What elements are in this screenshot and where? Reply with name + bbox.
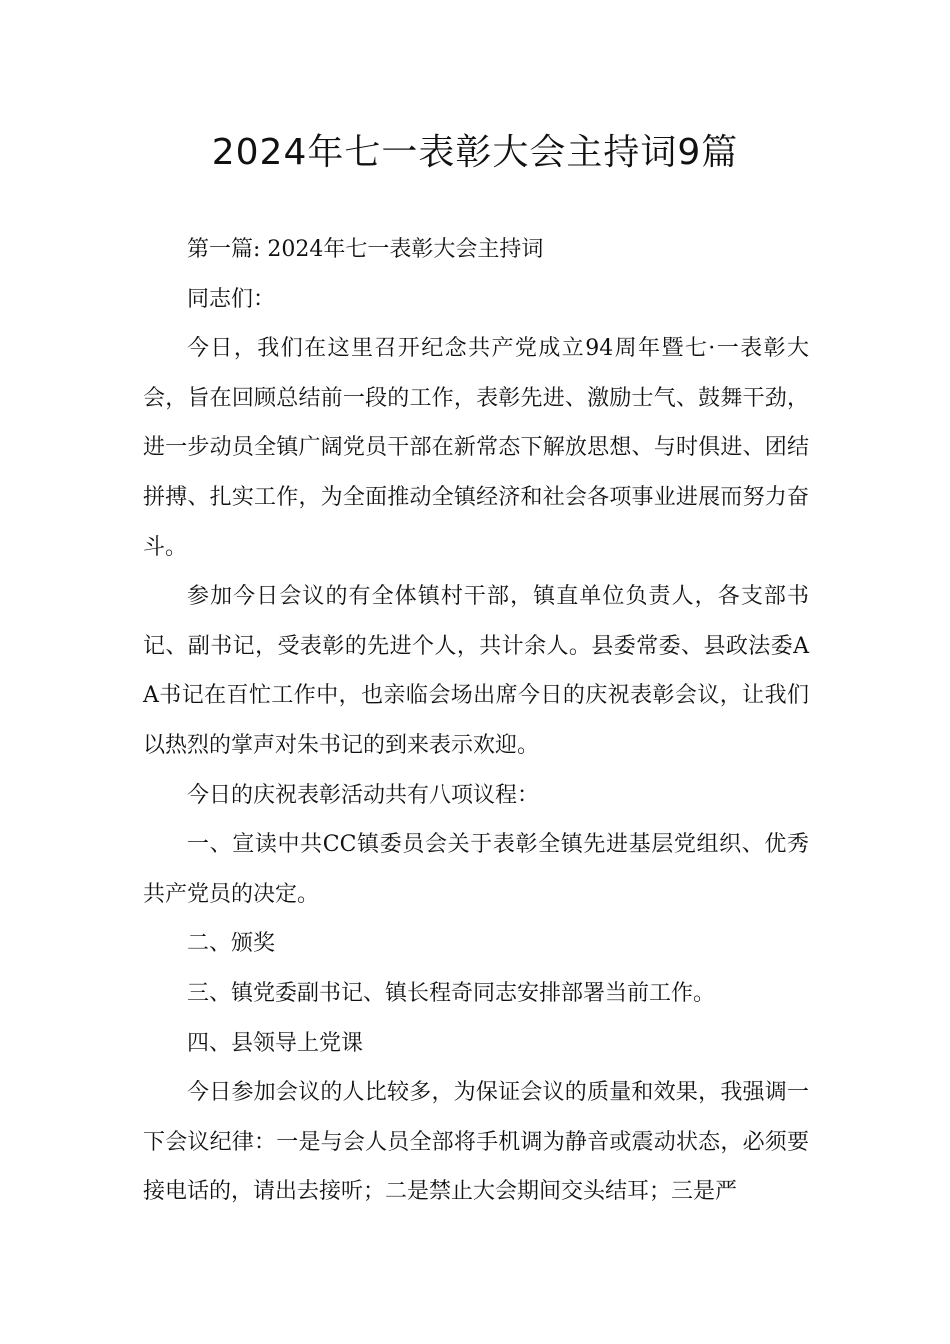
document-title: 2024年七一表彰大会主持词9篇 xyxy=(211,132,739,173)
paragraph: 今日，我们在这里召开纪念共产党成立94周年暨七·一表彰大会，旨在回顾总结前一段的工作，表彰先进、激励士气、鼓舞干劲，进一步动员全镇广阔党员干部在新常态下解放思想、与时俱进、团结拼搏、扎实工作，为全面推动全镇经济和社会各项事业进展而努力奋斗。 xyxy=(143,336,809,560)
paragraph: 今日的庆祝表彰活动共有八项议程： xyxy=(187,782,540,808)
agenda-item: 三、镇党委副书记、镇长程奇同志安排部署当前工作。 xyxy=(187,980,716,1006)
document-body xyxy=(143,225,809,1217)
paragraph: 参加今日会议的有全体镇村干部，镇直单位负责人，各支部书记、副书记，受表彰的先进个人，共计余人。县委常委、县政法委AA书记在百忙工作中，也亲临会场出席今日的庆祝表彰会议，让我们以热烈的掌声对朱书记的到来表示欢迎。 xyxy=(143,584,809,758)
section-heading: 第一篇: 2024年七一表彰大会主持词 xyxy=(187,237,544,262)
salutation: 同志们： xyxy=(187,286,276,312)
paragraph: 今日参加会议的人比较多，为保证会议的质量和效果，我强调一下会议纪律：一是与会人员全部将手机调为静音或震动状态，必须要接电话的，请出去接听；二是禁止大会期间交头结耳；三是严 xyxy=(143,1080,809,1205)
agenda-item: 四、县领导上党课 xyxy=(187,1030,364,1056)
agenda-item: 一、宣读中共CC镇委员会关于表彰全镇先进基层党组织、优秀共产党员的决定。 xyxy=(143,832,809,907)
agenda-item: 二、颁奖 xyxy=(187,931,276,957)
